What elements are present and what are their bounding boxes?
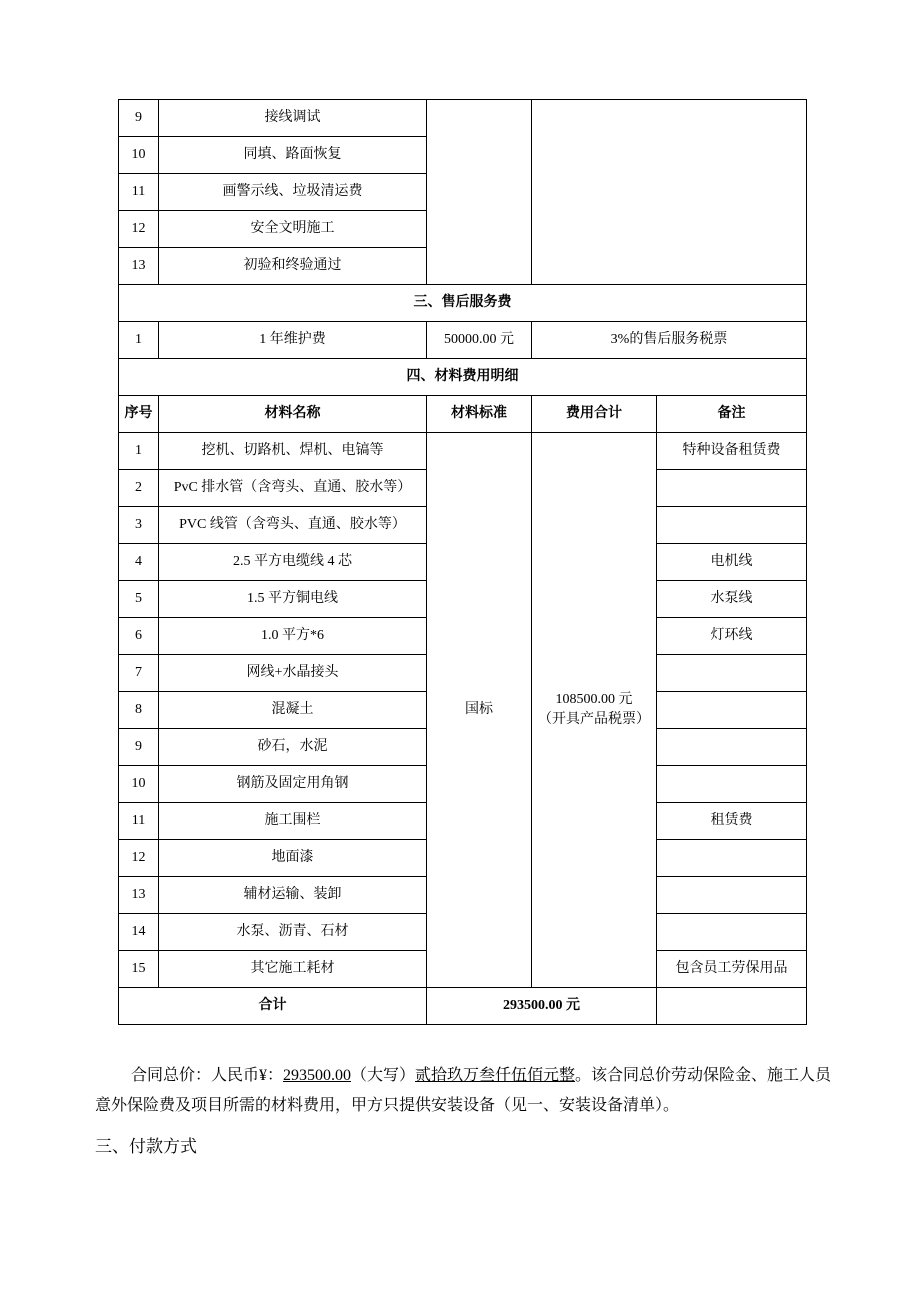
row-number: 13 bbox=[119, 877, 159, 914]
row-number: 1 bbox=[119, 433, 159, 470]
material-note bbox=[657, 470, 807, 507]
empty-cell bbox=[532, 100, 807, 285]
section-heading-row bbox=[119, 359, 807, 396]
material-total bbox=[532, 433, 657, 988]
item-amount: 50000.00 元 bbox=[427, 322, 532, 359]
material-note: 租赁费 bbox=[657, 803, 807, 840]
material-name: 辅材运输、装卸 bbox=[159, 877, 427, 914]
material-name: 1.0 平方*6 bbox=[159, 618, 427, 655]
contract-amount-words: 贰拾玖万叁仟伍佰元整 bbox=[415, 1067, 576, 1084]
material-name: 网线+水晶接头 bbox=[159, 655, 427, 692]
material-name: 混凝土 bbox=[159, 692, 427, 729]
row-number: 2 bbox=[119, 470, 159, 507]
contract-mid: （大写） bbox=[351, 1067, 416, 1084]
row-number: 13 bbox=[119, 248, 159, 285]
row-number: 10 bbox=[119, 137, 159, 174]
cost-table bbox=[118, 99, 807, 1025]
empty-cell bbox=[427, 100, 532, 285]
total-label: 合计 bbox=[119, 988, 427, 1025]
table-row bbox=[119, 433, 807, 470]
item-note: 3%的售后服务税票 bbox=[532, 322, 807, 359]
header-no: 序号 bbox=[119, 396, 159, 433]
material-name: 1.5 平方铜电线 bbox=[159, 581, 427, 618]
row-number: 8 bbox=[119, 692, 159, 729]
material-note bbox=[657, 766, 807, 803]
total-amount: 293500.00 元 bbox=[427, 988, 657, 1025]
material-name: 地面漆 bbox=[159, 840, 427, 877]
row-number: 6 bbox=[119, 618, 159, 655]
row-number: 7 bbox=[119, 655, 159, 692]
section-title: 三、付款方式 bbox=[95, 1137, 197, 1156]
item-name: 安全文明施工 bbox=[159, 211, 427, 248]
material-note bbox=[657, 729, 807, 766]
row-number: 1 bbox=[119, 322, 159, 359]
header-standard: 材料标准 bbox=[427, 396, 532, 433]
material-total-note: （开具产品税票） bbox=[538, 712, 650, 727]
item-name: 画警示线、垃圾清运费 bbox=[159, 174, 427, 211]
material-name: 2.5 平方电缆线 4 芯 bbox=[159, 544, 427, 581]
material-note bbox=[657, 692, 807, 729]
material-note bbox=[657, 655, 807, 692]
material-name: 挖机、切路机、焊机、电镐等 bbox=[159, 433, 427, 470]
header-total: 费用合计 bbox=[532, 396, 657, 433]
contract-prefix: 合同总价：人民币¥： bbox=[131, 1067, 284, 1084]
material-name: PVC 线管（含弯头、直通、胶水等） bbox=[159, 507, 427, 544]
table-row bbox=[119, 100, 807, 137]
material-note: 特种设备租赁费 bbox=[657, 433, 807, 470]
material-note: 包含员工劳保用品 bbox=[657, 951, 807, 988]
row-number: 4 bbox=[119, 544, 159, 581]
material-standard: 国标 bbox=[427, 433, 532, 988]
row-number: 14 bbox=[119, 914, 159, 951]
row-number: 15 bbox=[119, 951, 159, 988]
row-number: 11 bbox=[119, 174, 159, 211]
contract-price-paragraph bbox=[95, 1061, 835, 1121]
material-name: 砂石，水泥 bbox=[159, 729, 427, 766]
material-total-amount: 108500.00 元 bbox=[555, 692, 633, 707]
row-number: 12 bbox=[119, 840, 159, 877]
section-heading-row bbox=[119, 285, 807, 322]
material-note: 灯环线 bbox=[657, 618, 807, 655]
material-name: 施工围栏 bbox=[159, 803, 427, 840]
row-number: 11 bbox=[119, 803, 159, 840]
column-header-row bbox=[119, 396, 807, 433]
material-note bbox=[657, 914, 807, 951]
row-number: 5 bbox=[119, 581, 159, 618]
table-row bbox=[119, 322, 807, 359]
total-row bbox=[119, 988, 807, 1025]
material-note: 水泵线 bbox=[657, 581, 807, 618]
header-note: 备注 bbox=[657, 396, 807, 433]
item-name: 初验和终验通过 bbox=[159, 248, 427, 285]
material-note: 电机线 bbox=[657, 544, 807, 581]
material-note bbox=[657, 840, 807, 877]
materials-heading: 四、材料费用明细 bbox=[119, 359, 807, 396]
row-number: 12 bbox=[119, 211, 159, 248]
contract-suffix: 。该合同总价劳动保险金、施工人员意外保险费及项目所需的材料费用，甲方只提供安装设备（见一、安装设备清单）。 bbox=[95, 1067, 832, 1114]
material-note bbox=[657, 507, 807, 544]
item-name: 同填、路面恢复 bbox=[159, 137, 427, 174]
material-name: PvC 排水管（含弯头、直通、胶水等） bbox=[159, 470, 427, 507]
material-note bbox=[657, 877, 807, 914]
row-number: 9 bbox=[119, 729, 159, 766]
row-number: 10 bbox=[119, 766, 159, 803]
row-number: 9 bbox=[119, 100, 159, 137]
empty-cell bbox=[657, 988, 807, 1025]
material-name: 其它施工耗材 bbox=[159, 951, 427, 988]
header-name: 材料名称 bbox=[159, 396, 427, 433]
after-sales-heading: 三、售后服务费 bbox=[119, 285, 807, 322]
row-number: 3 bbox=[119, 507, 159, 544]
material-name: 钢筋及固定用角钢 bbox=[159, 766, 427, 803]
item-name: 接线调试 bbox=[159, 100, 427, 137]
contract-amount: 293500.00 bbox=[283, 1067, 352, 1084]
item-name: 1 年维护费 bbox=[159, 322, 427, 359]
material-name: 水泵、沥青、石材 bbox=[159, 914, 427, 951]
